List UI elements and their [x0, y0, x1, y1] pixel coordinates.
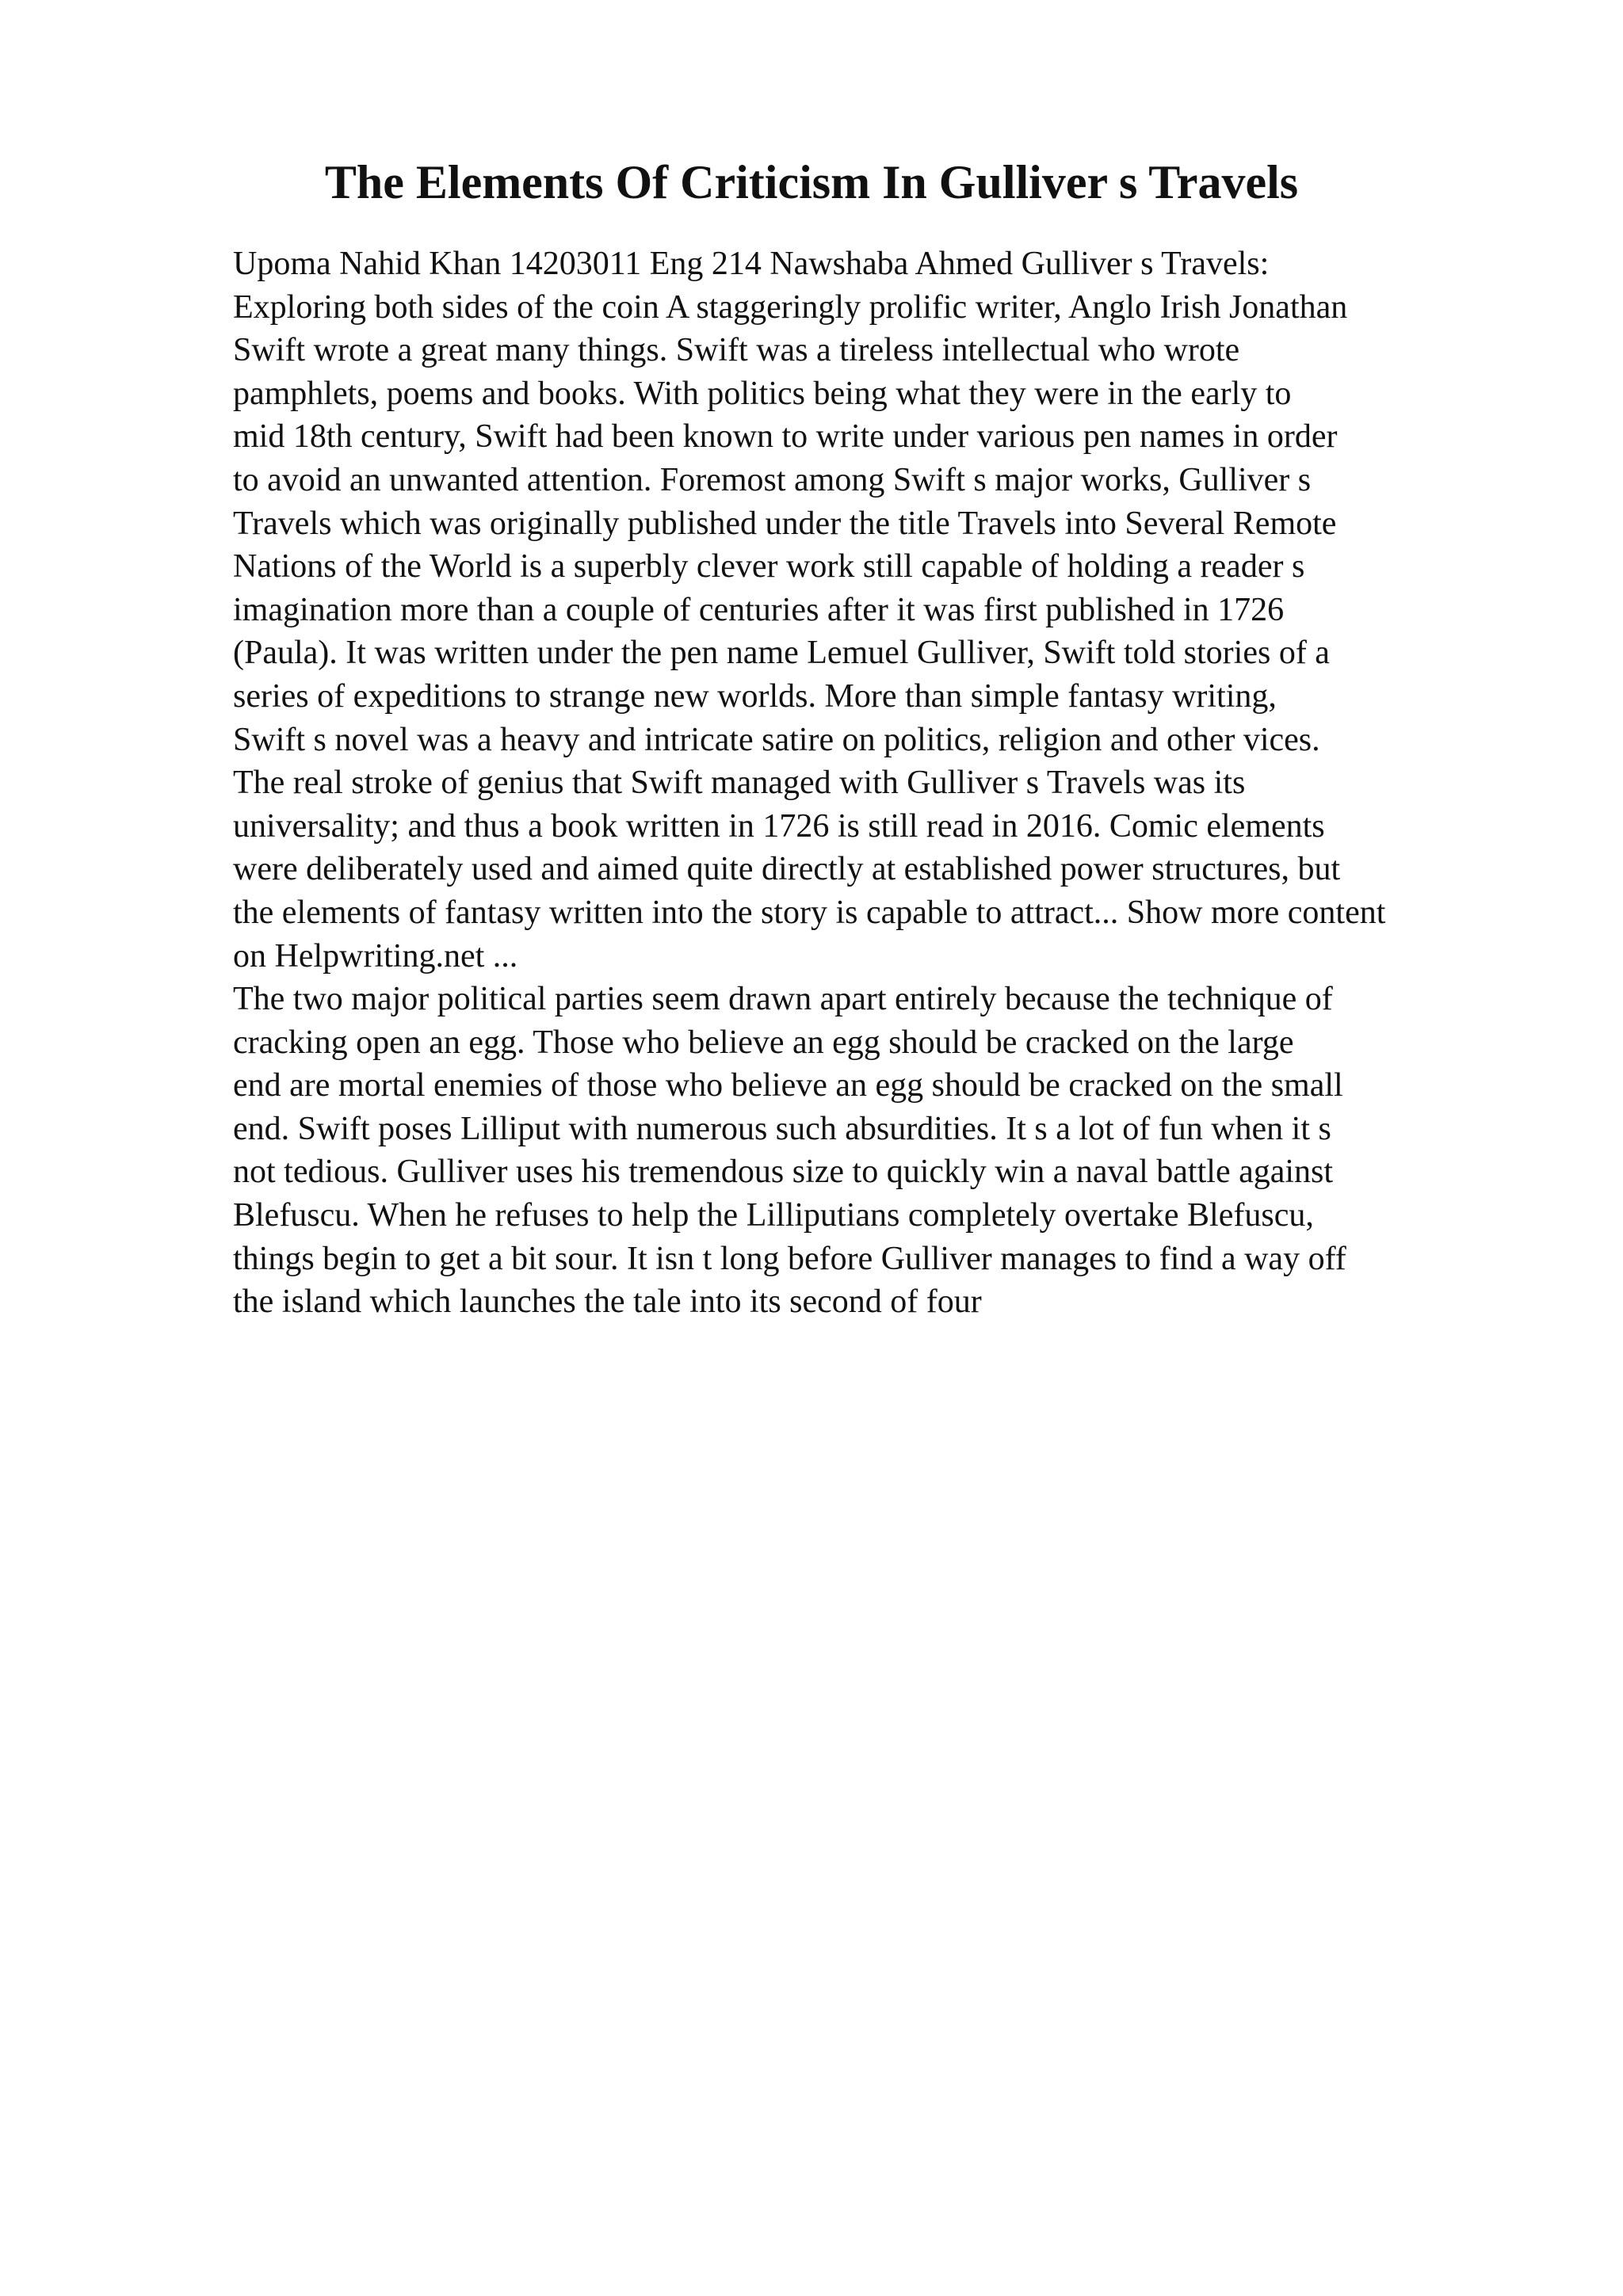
- body-line: the elements of fantasy written into the story is capable to attract... Show more content: [233, 894, 1386, 931]
- body-line: Nations of the World is a superbly clever work still capable of holding a reader s: [233, 548, 1305, 585]
- body-line: Blefuscu. When he refuses to help the Lilliputians completely overtake Blefuscu,: [233, 1197, 1314, 1234]
- body-line: on Helpwriting.net ...: [233, 937, 518, 974]
- body-line: to avoid an unwanted attention. Foremost among Swift s major works, Gulliver s: [233, 461, 1312, 498]
- body-line: mid 18th century, Swift had been known to write under various pen names in order: [233, 418, 1338, 456]
- body-line: series of expeditions to strange new worlds. More than simple fantasy writing,: [233, 677, 1277, 715]
- body-line: pamphlets, poems and books. With politics being what they were in the early to: [233, 375, 1292, 412]
- body-line: Travels which was originally published under the title Travels into Several Remote: [233, 505, 1337, 542]
- body-line: were deliberately used and aimed quite directly at established power structures, but: [233, 851, 1341, 888]
- body-line: end. Swift poses Lilliput with numerous such absurdities. It s a lot of fun when it s: [233, 1110, 1331, 1147]
- document-body: [233, 242, 1533, 1324]
- body-line: Exploring both sides of the coin A staggeringly prolific writer, Anglo Irish Jonathan: [233, 288, 1348, 326]
- body-line: cracking open an egg. Those who believe an egg should be cracked on the large: [233, 1024, 1294, 1061]
- body-line: The real stroke of genius that Swift managed with Gulliver s Travels was its: [233, 765, 1246, 802]
- body-line: Swift wrote a great many things. Swift was a tireless intellectual who wrote: [233, 332, 1240, 369]
- body-line: universality; and thus a book written in 1726 is still read in 2016. Comic elements: [233, 807, 1325, 845]
- body-line: imagination more than a couple of centuries after it was first published in 1726: [233, 591, 1285, 628]
- body-line: the island which launches the tale into its second of four: [233, 1283, 982, 1321]
- body-line: not tedious. Gulliver uses his tremendous size to quickly win a naval battle against: [233, 1154, 1334, 1191]
- body-line: Swift s novel was a heavy and intricate satire on politics, religion and other vices.: [233, 721, 1320, 758]
- body-line: Upoma Nahid Khan 14203011 Eng 214 Nawshaba Ahmed Gulliver s Travels:: [233, 246, 1270, 282]
- body-line: things begin to get a bit sour. It isn t long before Gulliver manages to find a way off: [233, 1240, 1346, 1277]
- document-title: The Elements Of Criticism In Gulliver s Travels: [324, 156, 1299, 208]
- body-line: (Paula). It was written under the pen name Lemuel Gulliver, Swift told stories of a: [233, 635, 1330, 672]
- body-line: end are mortal enemies of those who believe an egg should be cracked on the small: [233, 1067, 1343, 1104]
- body-line: The two major political parties seem drawn apart entirely because the technique of: [233, 981, 1333, 1018]
